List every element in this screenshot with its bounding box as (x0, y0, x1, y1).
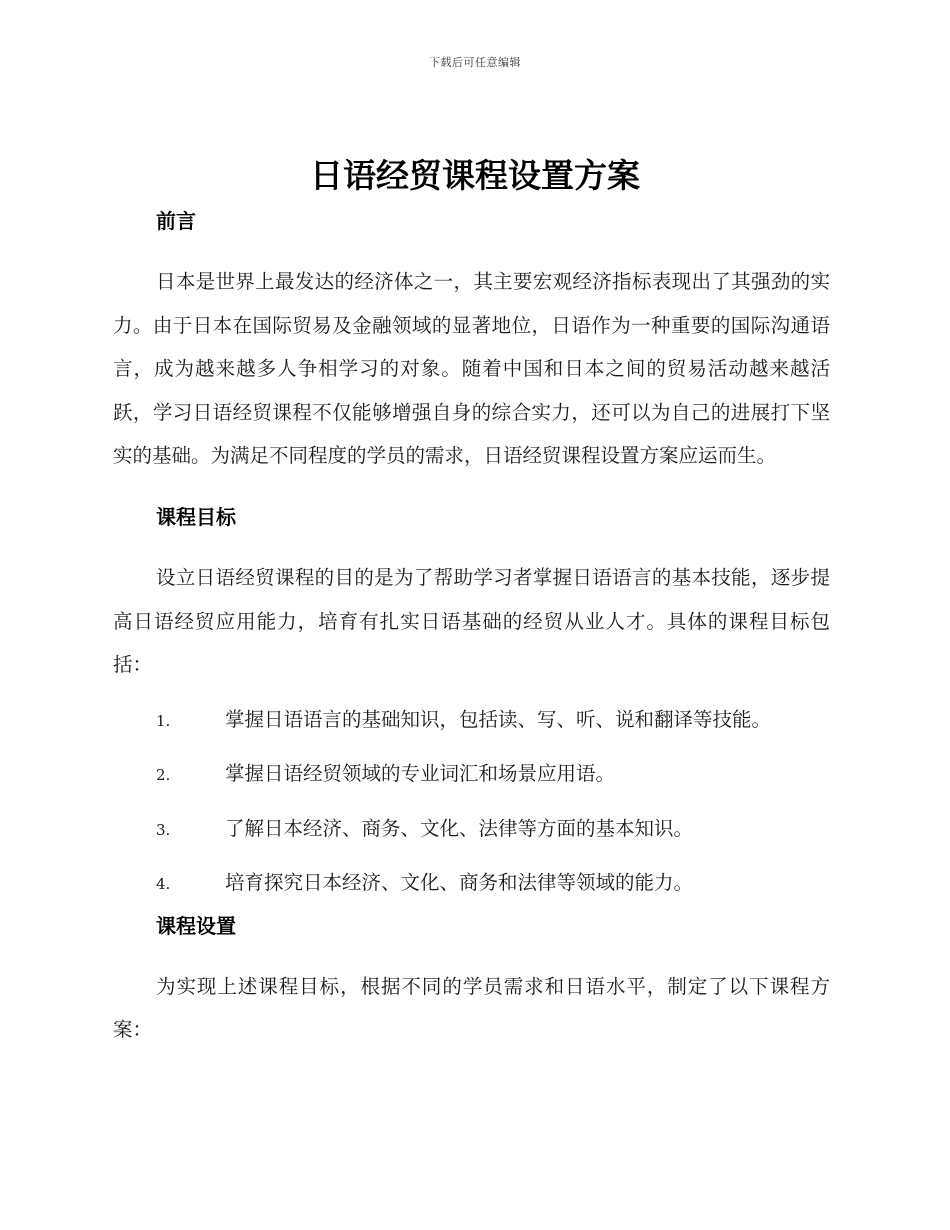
list-item-number: 2. (156, 766, 171, 785)
list-item-text: 掌握日语经贸领域的专业词汇和场景应用语。 (225, 762, 616, 786)
section-heading-preface: 前言 (156, 209, 196, 233)
list-item (113, 856, 830, 911)
document-title: 日语经贸课程设置方案 (310, 156, 640, 195)
paragraph-preface: 日本是世界上最发达的经济体之一，其主要宏观经济指标表现出了其强劲的实力。由于日本在国际贸易及金融领域的显著地位，日语作为一种重要的国际沟通语言，成为越来越多人争相学习的对象。随着中国和日本之间的贸易活动越来越活跃，学习日语经贸课程不仅能够增强自身的综合实力，还可以为自己的进展打下坚实的基础。为满足不同程度的学员的需求，日语经贸课程设置方案应运而生。 (113, 270, 830, 468)
list-item-number: 4. (156, 875, 171, 894)
section-heading-curriculum: 课程设置 (156, 913, 236, 938)
list-item (113, 747, 830, 802)
section-heading-goals: 课程目标 (156, 504, 236, 529)
list-item-number: 3. (156, 820, 171, 839)
document-body (113, 206, 830, 1052)
list-item-text: 了解日本经济、商务、文化、法律等方面的基本知识。 (225, 816, 694, 840)
paragraph-curriculum: 为实现上述课程目标，根据不同的学员需求和日语水平，制定了以下课程方案： (113, 974, 830, 1042)
goals-list (113, 693, 830, 911)
list-item-text: 掌握日语语言的基础知识，包括读、写、听、说和翻译等技能。 (225, 707, 772, 731)
running-header: 下载后可任意编辑 (429, 56, 521, 69)
list-item-number: 1. (156, 711, 171, 730)
list-item (113, 693, 830, 748)
paragraph-goals: 设立日语经贸课程的目的是为了帮助学习者掌握日语语言的基本技能，逐步提高日语经贸应用能力，培育有扎实日语基础的经贸从业人才。具体的课程目标包括： (113, 565, 830, 677)
list-item (113, 802, 830, 857)
list-item-text: 培育探究日本经济、文化、商务和法律等领域的能力。 (225, 871, 694, 895)
